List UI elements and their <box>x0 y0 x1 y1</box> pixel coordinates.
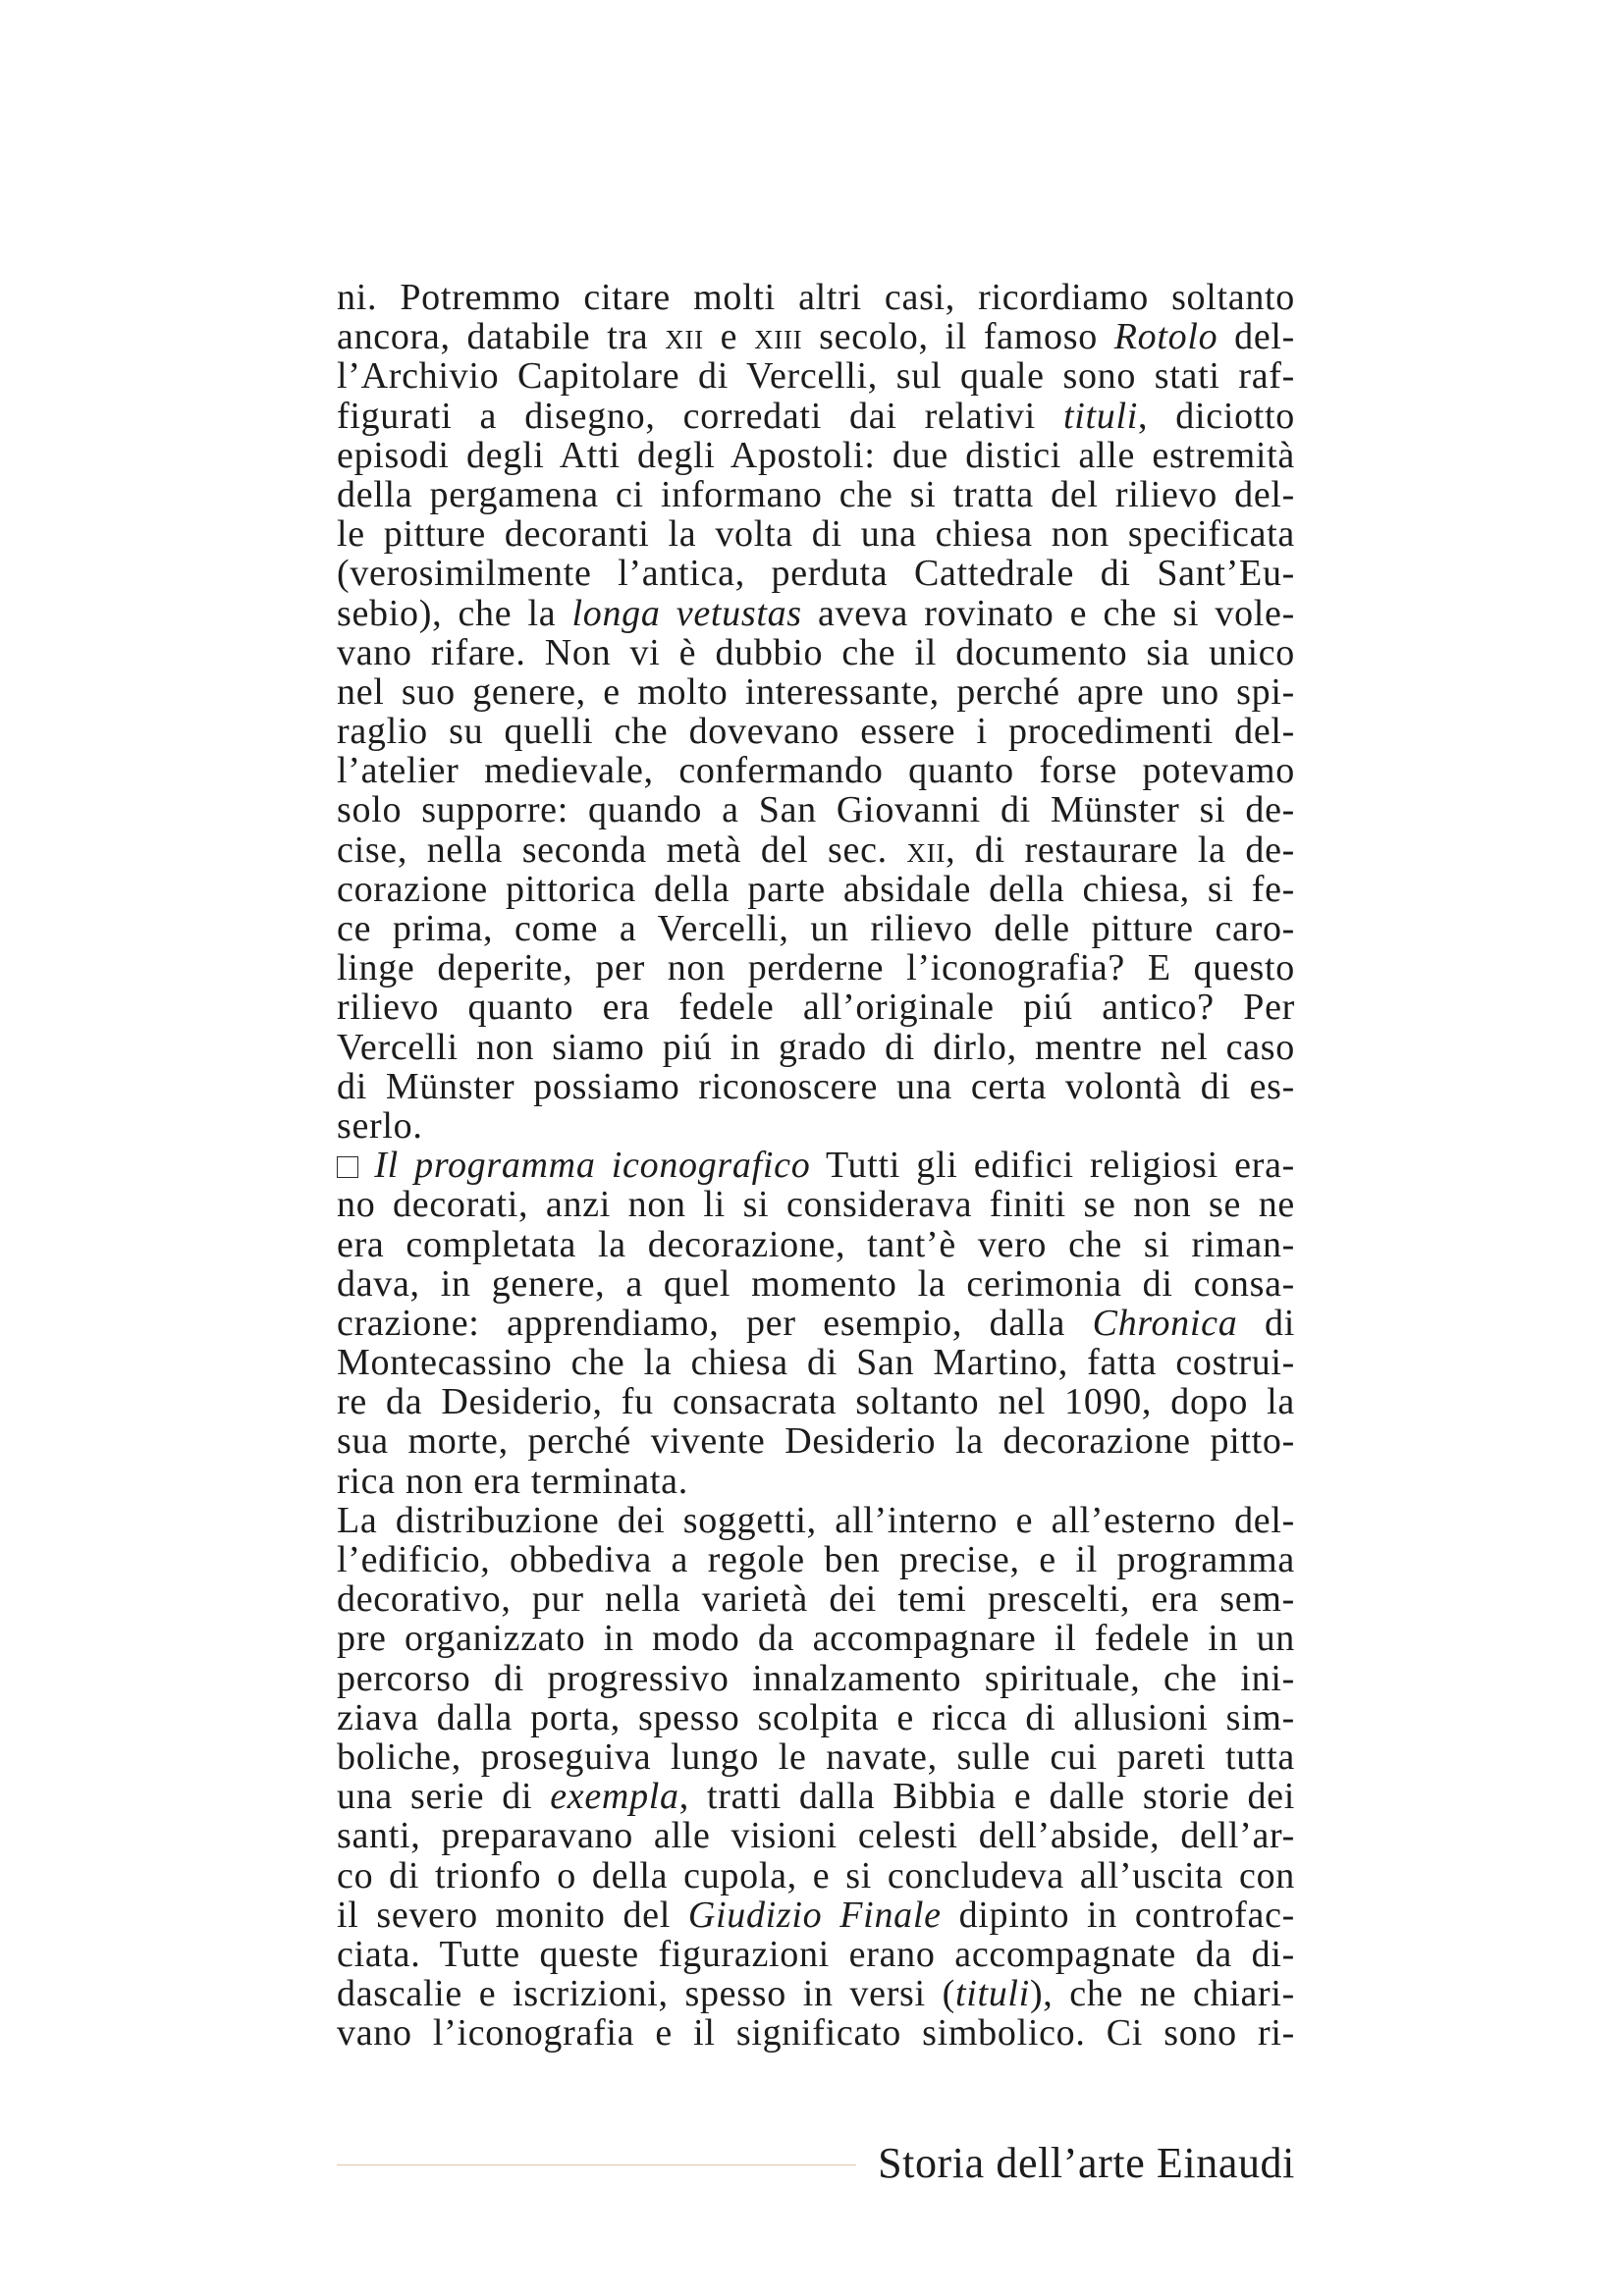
text-line <box>337 1896 1295 1935</box>
text-line <box>337 436 1295 475</box>
text-line <box>337 594 1295 633</box>
text-run: una serie di <box>337 1776 551 1818</box>
text-run: crazione: apprendiamo, per esempio, dalla <box>337 1302 1093 1344</box>
small-caps-text: xii <box>906 828 947 871</box>
text-run: rilievo quanto era fedele all’originale piú antico? Per <box>337 987 1295 1029</box>
text-line <box>337 2013 1295 2053</box>
text-line <box>337 1185 1295 1224</box>
text-run: raglio su quelli che dovevano essere i procedimenti del- <box>337 711 1295 753</box>
text-line <box>337 1737 1295 1777</box>
text-run: ziava dalla porta, spesso scolpita e ricca di allusioni sim- <box>337 1696 1295 1738</box>
text-line <box>337 554 1295 593</box>
small-caps-text: xiii <box>754 316 803 358</box>
text-line <box>337 909 1295 948</box>
italic-text: Chronica <box>1092 1302 1238 1344</box>
text-run: le pitture decoranti la volta di una chiesa non specificata <box>337 513 1295 556</box>
text-line <box>337 1225 1295 1264</box>
square-marker-icon <box>337 1156 358 1178</box>
text-run: vano rifare. Non vi è dubbio che il documento sia unico <box>337 631 1295 673</box>
italic-text: Giudizio Finale <box>687 1894 942 1936</box>
text-line <box>337 1028 1295 1067</box>
text-line <box>337 1146 1295 1185</box>
text-run: il severo monito del <box>337 1894 688 1936</box>
text-run: Vercelli non siamo piú in grado di dirlo, mentre nel caso <box>337 1026 1295 1068</box>
text-line <box>337 790 1295 829</box>
text-run <box>358 1145 374 1186</box>
text-line <box>337 633 1295 672</box>
text-run: Tutti gli edifici religiosi era- <box>810 1145 1295 1187</box>
text-run: era completata la decorazione, tant’è vero che si riman- <box>337 1223 1295 1265</box>
text-line <box>337 870 1295 909</box>
text-line <box>337 397 1295 436</box>
italic-text: Rotolo <box>1113 316 1218 358</box>
text-run: corazione pittorica della parte absidale della chiesa, si fe- <box>337 868 1295 910</box>
text-run: rica non era terminata. <box>337 1460 688 1502</box>
text-line <box>337 988 1295 1027</box>
text-line <box>337 1777 1295 1816</box>
text-run: di Münster possiamo riconoscere una certa volontà di es- <box>337 1065 1295 1107</box>
text-line <box>337 317 1295 356</box>
text-run: e <box>703 316 755 358</box>
text-line <box>337 1421 1295 1461</box>
text-run: episodi degli Atti degli Apostoli: due distici alle estremità <box>337 434 1295 476</box>
text-run: boliche, proseguiva lungo le navate, sulle cui pareti tutta <box>337 1735 1295 1778</box>
text-run: (verosimilmente l’antica, perduta Cattedrale di Sant’Eu- <box>337 553 1295 595</box>
text-run: serlo. <box>337 1104 423 1147</box>
text-run: nel suo genere, e molto interessante, perché apre uno spi- <box>337 670 1295 713</box>
text-line <box>337 278 1295 317</box>
text-line <box>337 1856 1295 1896</box>
text-line <box>337 1382 1295 1421</box>
footer-rule <box>337 2164 856 2165</box>
paragraph <box>337 1501 1295 2054</box>
italic-text: Il programma iconografico <box>374 1145 811 1187</box>
text-line <box>337 1619 1295 1658</box>
text-line <box>337 830 1295 870</box>
text-run: re da Desiderio, fu consacrata soltanto nel 1090, dopo la <box>337 1381 1295 1423</box>
text-line <box>337 1067 1295 1106</box>
italic-text: exempla <box>550 1776 679 1818</box>
text-run: l’atelier medievale, confermando quanto forse potevamo <box>337 750 1295 792</box>
text-run: di <box>1237 1302 1295 1344</box>
text-run: ), che ne chiari- <box>1029 1973 1296 2015</box>
text-line <box>337 1501 1295 1540</box>
text-line <box>337 712 1295 751</box>
text-run: , di restaurare la de- <box>946 828 1295 871</box>
text-line <box>337 1698 1295 1737</box>
text-run: pre organizzato in modo da accompagnare il fedele in un <box>337 1618 1295 1660</box>
text-run: ciata. Tutte queste figurazioni erano accompagnate da di- <box>337 1933 1295 1975</box>
text-run: della pergamena ci informano che si tratta del rilievo del- <box>337 473 1295 515</box>
text-run: l’edificio, obbediva a regole ben precise, e il programma <box>337 1539 1295 1580</box>
text-run: solo supporre: quando a San Giovanni di Münster si de- <box>337 789 1295 831</box>
text-run: santi, preparavano alle visioni celesti dell’abside, dell’ar- <box>337 1815 1295 1857</box>
italic-text: tituli <box>1063 395 1138 437</box>
text-line <box>337 1579 1295 1619</box>
text-line <box>337 1264 1295 1304</box>
text-run: dava, in genere, a quel momento la cerimonia di consa- <box>337 1262 1295 1305</box>
italic-text: tituli <box>954 1973 1030 2015</box>
text-run: linge deperite, per non perderne l’iconografia? E questo <box>337 947 1295 989</box>
italic-text: longa vetustas <box>571 592 802 634</box>
text-run: percorso di progressivo innalzamento spirituale, che ini- <box>337 1657 1295 1699</box>
text-line <box>337 948 1295 988</box>
text-run: l’Archivio Capitolare di Vercelli, sul quale sono stati raf- <box>337 355 1295 398</box>
text-run: ce prima, come a Vercelli, un rilievo delle pitture caro- <box>337 908 1295 949</box>
paragraph <box>337 1146 1295 1501</box>
text-run: sebio), che la <box>337 592 572 634</box>
text-line <box>337 1540 1295 1579</box>
text-run: Montecassino che la chiesa di San Martino, fatta costrui- <box>337 1342 1295 1384</box>
text-run: dipinto in controfac- <box>941 1894 1296 1936</box>
text-run: dascalie e iscrizioni, spesso in versi ( <box>337 1973 955 2015</box>
text-run: vano l’iconografia e il significato simbolico. Ci sono ri- <box>337 2012 1295 2055</box>
text-line <box>337 475 1295 514</box>
text-line <box>337 1816 1295 1855</box>
text-line <box>337 356 1295 396</box>
text-run: , tratti dalla Bibbia e dalle storie dei <box>678 1776 1295 1818</box>
text-run: decorativo, pur nella varietà dei temi prescelti, era sem- <box>337 1578 1295 1621</box>
text-line <box>337 1106 1295 1146</box>
body-text <box>337 278 1295 2053</box>
text-run: sua morte, perché vivente Desiderio la decorazione pitto- <box>337 1420 1295 1463</box>
text-line <box>337 1462 1295 1501</box>
text-run: cise, nella seconda metà del sec. <box>337 828 907 871</box>
text-line <box>337 1343 1295 1382</box>
text-run: La distribuzione dei soggetti, all’interno e all’esterno del- <box>337 1499 1295 1541</box>
text-run: del- <box>1217 316 1295 358</box>
text-run: aveva rovinato e che si vole- <box>801 592 1295 634</box>
text-run: , diciotto <box>1138 395 1295 437</box>
text-line <box>337 514 1295 554</box>
text-line <box>337 1974 1295 2013</box>
text-run: co di trionfo o della cupola, e si concludeva all’uscita con <box>337 1854 1295 1896</box>
text-run: ancora, databile tra <box>337 316 666 358</box>
paragraph <box>337 278 1295 1146</box>
text-run: secolo, il famoso <box>802 316 1114 358</box>
text-line <box>337 1659 1295 1698</box>
text-run: no decorati, anzi non li si considerava finiti se non se ne <box>337 1184 1295 1226</box>
text-run: ni. Potremmo citare molti altri casi, ricordiamo soltanto <box>337 277 1295 318</box>
text-line <box>337 1935 1295 1974</box>
text-line <box>337 751 1295 790</box>
text-line <box>337 672 1295 712</box>
text-line <box>337 1304 1295 1343</box>
small-caps-text: xii <box>665 316 704 358</box>
footer-publication-title: Storia dell’arte Einaudi <box>878 2139 1295 2187</box>
text-run: figurati a disegno, corredati dai relativi <box>337 395 1063 437</box>
